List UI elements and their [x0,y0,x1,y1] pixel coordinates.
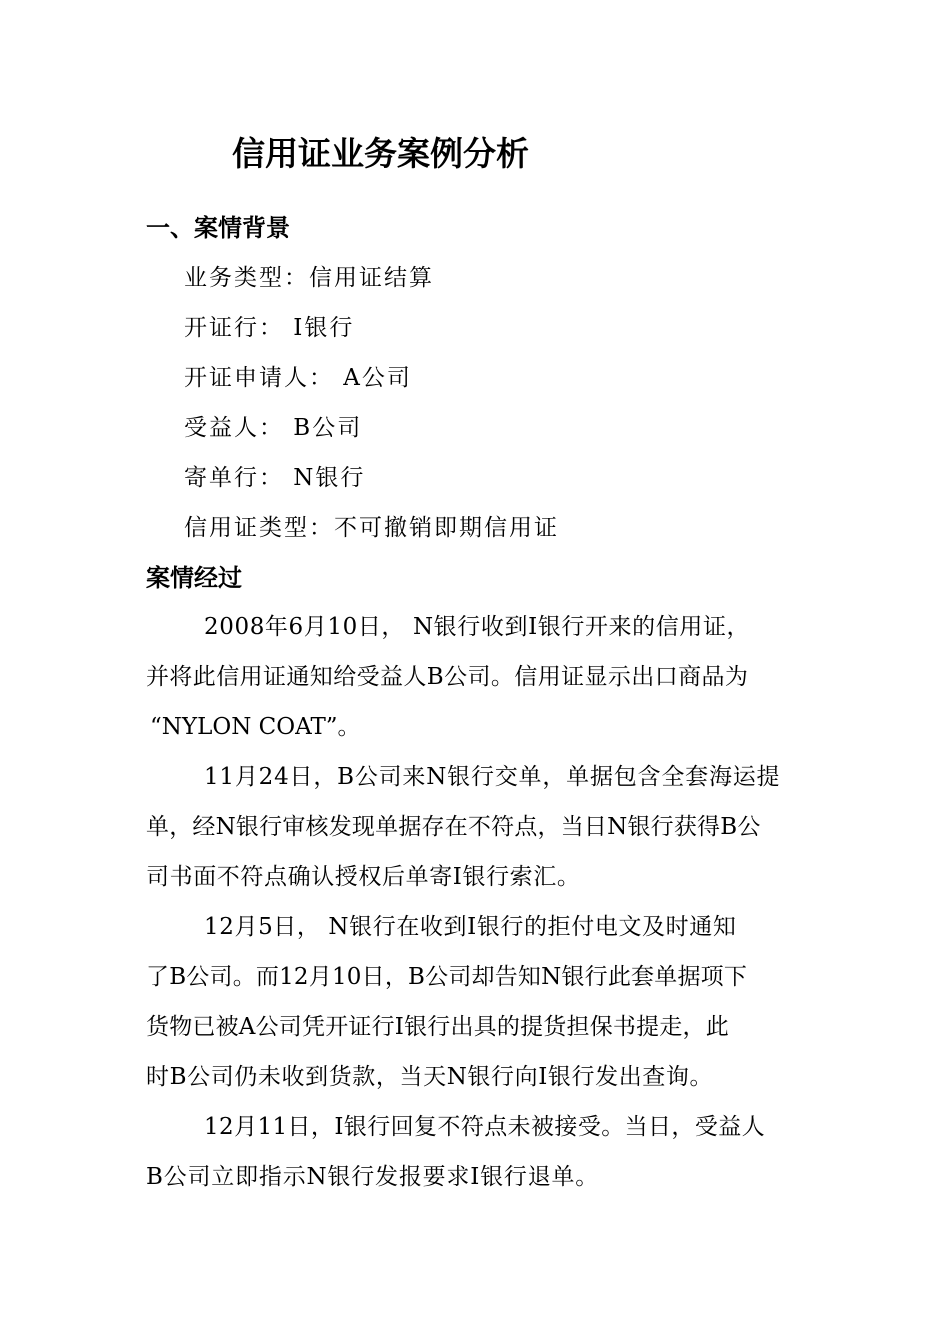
info-applicant: 开证申请人： A公司 [184,365,412,391]
info-remitting-bank: 寄单行： N银行 [184,465,366,491]
paragraph-line: 单，经N银行审核发现单据存在不符点，当日N银行获得B公 [146,814,761,840]
info-business-type: 业务类型：信用证结算 [184,265,434,291]
section-heading-process: 案情经过 [146,564,242,592]
info-beneficiary: 受益人： B公司 [184,415,363,441]
paragraph-line: 12月11日，I银行回复不符点未被接受。当日，受益人 [204,1114,766,1140]
paragraph-line: B公司立即指示N银行发报要求I银行退单。 [146,1164,600,1190]
info-issuing-bank: 开证行： I银行 [184,315,355,341]
paragraph-line: 并将此信用证通知给受益人B公司。信用证显示出口商品为 [146,664,749,690]
paragraph-line: 司书面不符点确认授权后单寄I银行索汇。 [146,864,581,890]
paragraph-line: 了B公司。而12月10日，B公司却告知N银行此套单据项下 [146,964,748,990]
paragraph-line: “NYLON COAT”。 [150,714,361,740]
paragraph-line: 12月5日， N银行在收到I银行的拒付电文及时通知 [204,914,737,940]
section-heading-background: 一、案情背景 [146,214,290,242]
paragraph-line: 2008年6月10日， N银行收到I银行开来的信用证， [204,614,751,640]
info-lc-type: 信用证类型：不可撤销即期信用证 [184,515,559,541]
paragraph-line: 时B公司仍未收到货款，当天N银行向I银行发出查询。 [146,1064,714,1090]
paragraph-line: 货物已被A公司凭开证行I银行出具的提货担保书提走，此 [146,1014,729,1040]
paragraph-line: 11月24日，B公司来N银行交单，单据包含全套海运提 [204,764,781,790]
document-title: 信用证业务案例分析 [232,134,529,173]
